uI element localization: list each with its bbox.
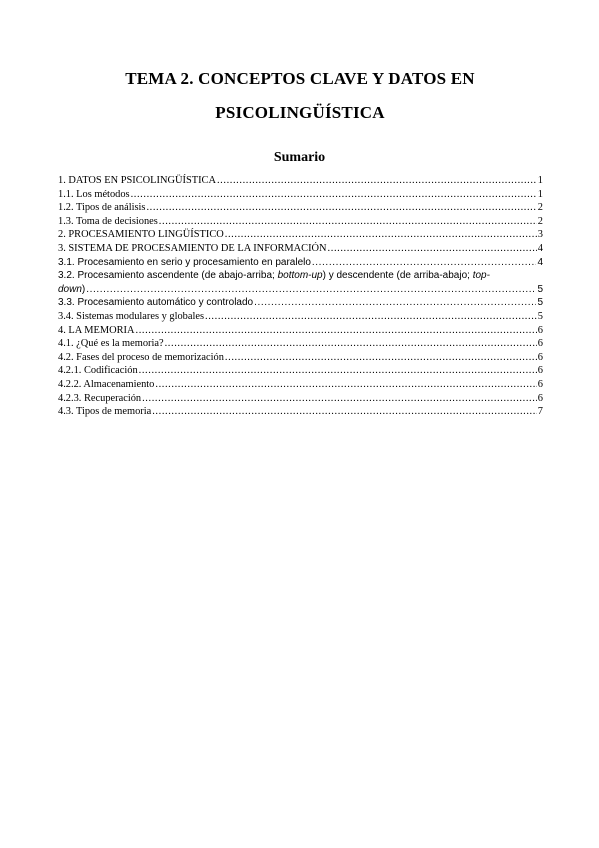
toc-entry[interactable] [58, 228, 543, 242]
document-title-line-2: PSICOLINGÜÍSTICA [215, 103, 385, 122]
toc-entry-label-text: ) y descendente (de arriba-abajo; [322, 270, 473, 282]
toc-entry[interactable] [58, 188, 543, 202]
toc-entry-page: 6 [537, 365, 543, 377]
toc-entry[interactable] [58, 296, 543, 310]
toc-entry[interactable] [58, 174, 543, 188]
toc-entry-label: 4.1. ¿Qué es la memoria? [58, 338, 164, 350]
toc-leader-dots [136, 324, 537, 338]
toc-entry-label: 1. DATOS EN PSICOLINGÜÍSTICA [58, 175, 216, 186]
toc-entry-multiline[interactable] [58, 269, 543, 296]
toc-entry-page: 1 [537, 188, 543, 200]
toc-entry[interactable] [58, 351, 543, 365]
toc-leader-dots [205, 310, 537, 324]
toc-entry-label-text: ) [81, 283, 86, 295]
toc-leader-dots [146, 201, 536, 215]
table-of-contents [58, 174, 543, 419]
toc-entry-label-line-1 [58, 269, 543, 283]
toc-entry-label: 4.3. Tipos de memoria [58, 406, 152, 418]
toc-entry-label-line-2 [58, 283, 543, 297]
toc-entry-label-italic: top- [472, 270, 490, 282]
toc-entry-page: 2 [537, 215, 543, 227]
toc-entry-label: 3.4. Sistemas modulares y globales [58, 310, 205, 322]
toc-leader-dots [312, 256, 537, 270]
toc-leader-dots [328, 242, 537, 256]
toc-entry-page: 3 [537, 229, 543, 241]
toc-entry-label-italic: bottom-up [277, 270, 323, 282]
toc-entry[interactable] [58, 364, 543, 378]
toc-entry-page: 6 [537, 338, 543, 350]
toc-entry[interactable] [58, 378, 543, 392]
toc-entry[interactable] [58, 201, 543, 215]
toc-entry-page: 7 [537, 406, 543, 418]
toc-leader-dots [225, 228, 537, 242]
toc-leader-dots [139, 364, 537, 378]
toc-leader-dots [142, 392, 537, 406]
toc-heading: Sumario [273, 150, 326, 165]
toc-entry-page: 6 [537, 378, 543, 390]
toc-entry-label: 2. PROCESAMIENTO LINGÜÍSTICO [58, 229, 224, 241]
toc-entry[interactable] [58, 242, 543, 256]
toc-entry[interactable] [58, 256, 543, 270]
toc-entry-label: 1.1. Los métodos [58, 188, 130, 200]
toc-entry-label: 4.2.1. Codificación [58, 365, 138, 377]
toc-entry[interactable] [58, 405, 543, 419]
toc-entry-label: 3.3. Procesamiento automático y controlado [58, 297, 254, 309]
toc-entry[interactable] [58, 337, 543, 351]
toc-entry-page: 5 [537, 297, 543, 309]
toc-entry-label-text: 3.2. Procesamiento ascendente (de abajo-arriba; [58, 270, 278, 282]
toc-leader-dots [159, 215, 537, 229]
toc-entry[interactable] [58, 392, 543, 406]
toc-leader-dots [165, 337, 537, 351]
toc-entry-label: 4.2.2. Almacenamiento [58, 378, 155, 390]
toc-leader-dots [225, 351, 537, 365]
toc-entry[interactable] [58, 324, 543, 338]
toc-entry-label: 4.2. Fases del proceso de memorización [58, 351, 224, 363]
toc-entry-page: 2 [537, 202, 543, 214]
toc-leader-dots [152, 405, 537, 419]
toc-entry-page: 6 [537, 324, 543, 336]
toc-entry-page: 1 [537, 175, 543, 186]
toc-entry-page: 6 [537, 392, 543, 404]
toc-entry[interactable] [58, 310, 543, 324]
toc-entry-label: 3.1. Procesamiento en serio y procesamiento en paralelo [58, 256, 311, 268]
document-title-line-1: TEMA 2. CONCEPTOS CLAVE Y DATOS EN [125, 69, 475, 88]
toc-entry-page: 6 [537, 351, 543, 363]
toc-entry-label: 1.3. Toma de decisiones [58, 215, 158, 227]
toc-entry[interactable] [58, 215, 543, 229]
toc-leader-dots [254, 296, 536, 310]
toc-entry-label [58, 283, 85, 297]
toc-leader-dots [155, 378, 536, 392]
toc-leader-dots [86, 283, 536, 297]
toc-leader-dots [131, 188, 537, 202]
toc-entry-label: 3. SISTEMA DE PROCESAMIENTO DE LA INFORMACIÓN [58, 242, 327, 254]
toc-entry-page: 4 [537, 256, 543, 268]
toc-entry-label-italic: down [58, 283, 82, 295]
toc-entry-label: 1.2. Tipos de análisis [58, 202, 146, 214]
toc-leader-dots [217, 174, 537, 188]
toc-entry-label: 4. LA MEMORIA [58, 324, 135, 336]
toc-entry-label: 4.2.3. Recuperación [58, 392, 142, 404]
toc-entry-page: 4 [537, 242, 543, 254]
toc-entry-page: 5 [537, 310, 543, 322]
toc-entry-page: 5 [537, 283, 543, 295]
